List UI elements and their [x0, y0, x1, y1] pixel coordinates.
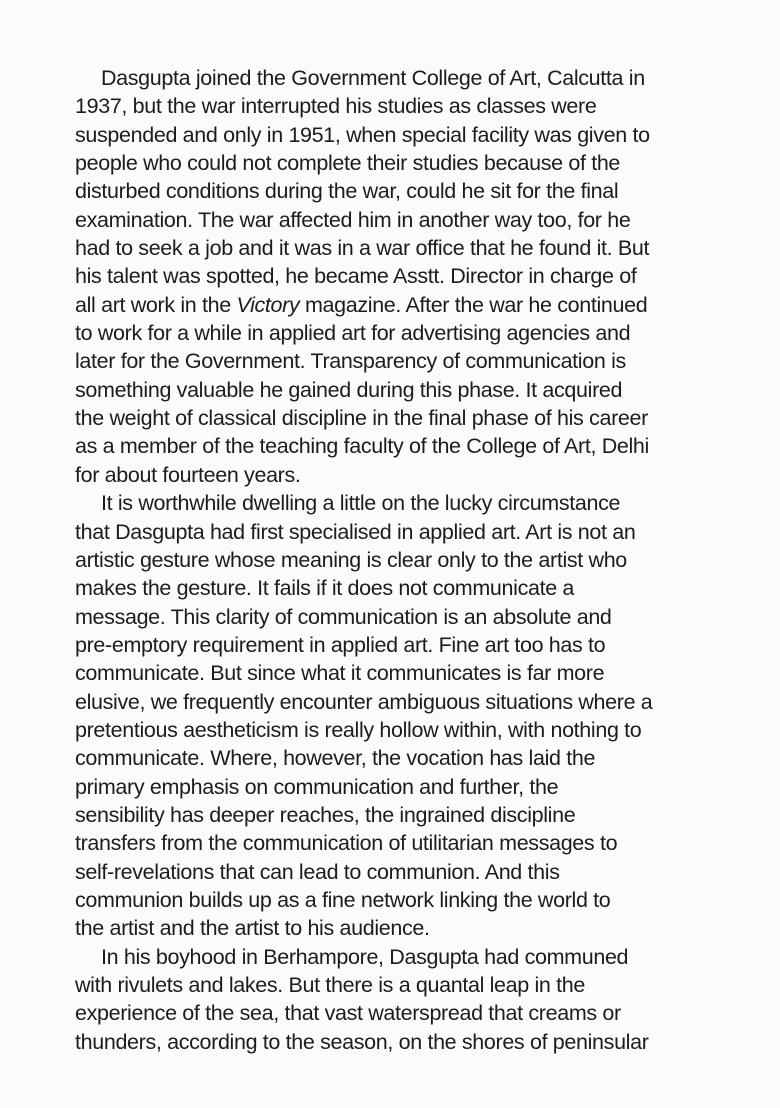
text-line: makes the gesture. It fails if it does not communicate a: [75, 576, 575, 601]
text-line: people who could not complete their studies because of the: [75, 151, 621, 176]
text-line: self-revelations that can lead to communion. And this: [75, 859, 560, 884]
text-line: communicate. Where, however, the vocation has laid the: [75, 746, 596, 771]
text-line: 1937, but the war interrupted his studies as classes were: [75, 94, 597, 119]
text-line: pretentious aestheticism is really hollow within, with nothing to: [75, 717, 642, 742]
text-line: sensibility has deeper reaches, the ingrained discipline: [75, 802, 576, 827]
text-line: to work for a while in applied art for advertising agencies and: [75, 321, 631, 346]
text-line: artistic gesture whose meaning is clear only to the artist who: [75, 547, 627, 572]
paragraph: [75, 943, 775, 1056]
text-line: something valuable he gained during this phase. It acquired: [75, 377, 623, 402]
text-line: Dasgupta joined the Government College of Art, Calcutta in: [101, 66, 645, 90]
text-line: examination. The war affected him in another way too, for he: [75, 207, 631, 232]
text-line: that Dasgupta had first specialised in applied art. Art is not an: [75, 519, 636, 544]
text-line: as a member of the teaching faculty of the College of Art, Delhi: [75, 434, 649, 459]
text-line: In his boyhood in Berhampore, Dasgupta had communed: [101, 944, 629, 969]
text-line: communion builds up as a fine network linking the world to: [75, 887, 611, 912]
text-line: the weight of classical discipline in the final phase of his career: [75, 406, 648, 431]
text-line: transfers from the communication of utilitarian messages to: [75, 831, 618, 856]
text-line: his talent was spotted, he became Asstt. Director in charge of: [75, 264, 637, 289]
text-line: It is worthwhile dwelling a little on the lucky circumstance: [101, 491, 621, 516]
document-page: [75, 64, 775, 1056]
text-line: primary emphasis on communication and further, the: [75, 774, 559, 799]
text-line: suspended and only in 1951, when special facility was given to: [75, 122, 650, 147]
text-line: disturbed conditions during the war, could he sit for the final: [75, 179, 619, 204]
text-line: pre-emptory requirement in applied art. Fine art too has to: [75, 632, 606, 657]
text-line: experience of the sea, that vast waterspread that creams or: [75, 1001, 621, 1026]
text-line: thunders, according to the season, on the shores of peninsular: [75, 1029, 649, 1054]
text-line: message. This clarity of communication is an absolute and: [75, 604, 612, 629]
text-line: the artist and the artist to his audience.: [75, 916, 430, 941]
text-line: for about fourteen years.: [75, 462, 301, 487]
italic-title: Victory: [236, 292, 300, 317]
text-line: elusive, we frequently encounter ambiguous situations where a: [75, 689, 653, 714]
text-line: later for the Government. Transparency of communication is: [75, 349, 626, 374]
text-line: communicate. But since what it communicates is far more: [75, 661, 605, 686]
paragraph: [75, 489, 775, 943]
text-line: had to seek a job and it was in a war office that he found it. But: [75, 236, 650, 261]
text-line: with rivulets and lakes. But there is a quantal leap in the: [75, 973, 585, 997]
paragraph: [75, 64, 775, 489]
text-line: all art work in the Victory magazine. After the war he continued: [75, 292, 648, 317]
